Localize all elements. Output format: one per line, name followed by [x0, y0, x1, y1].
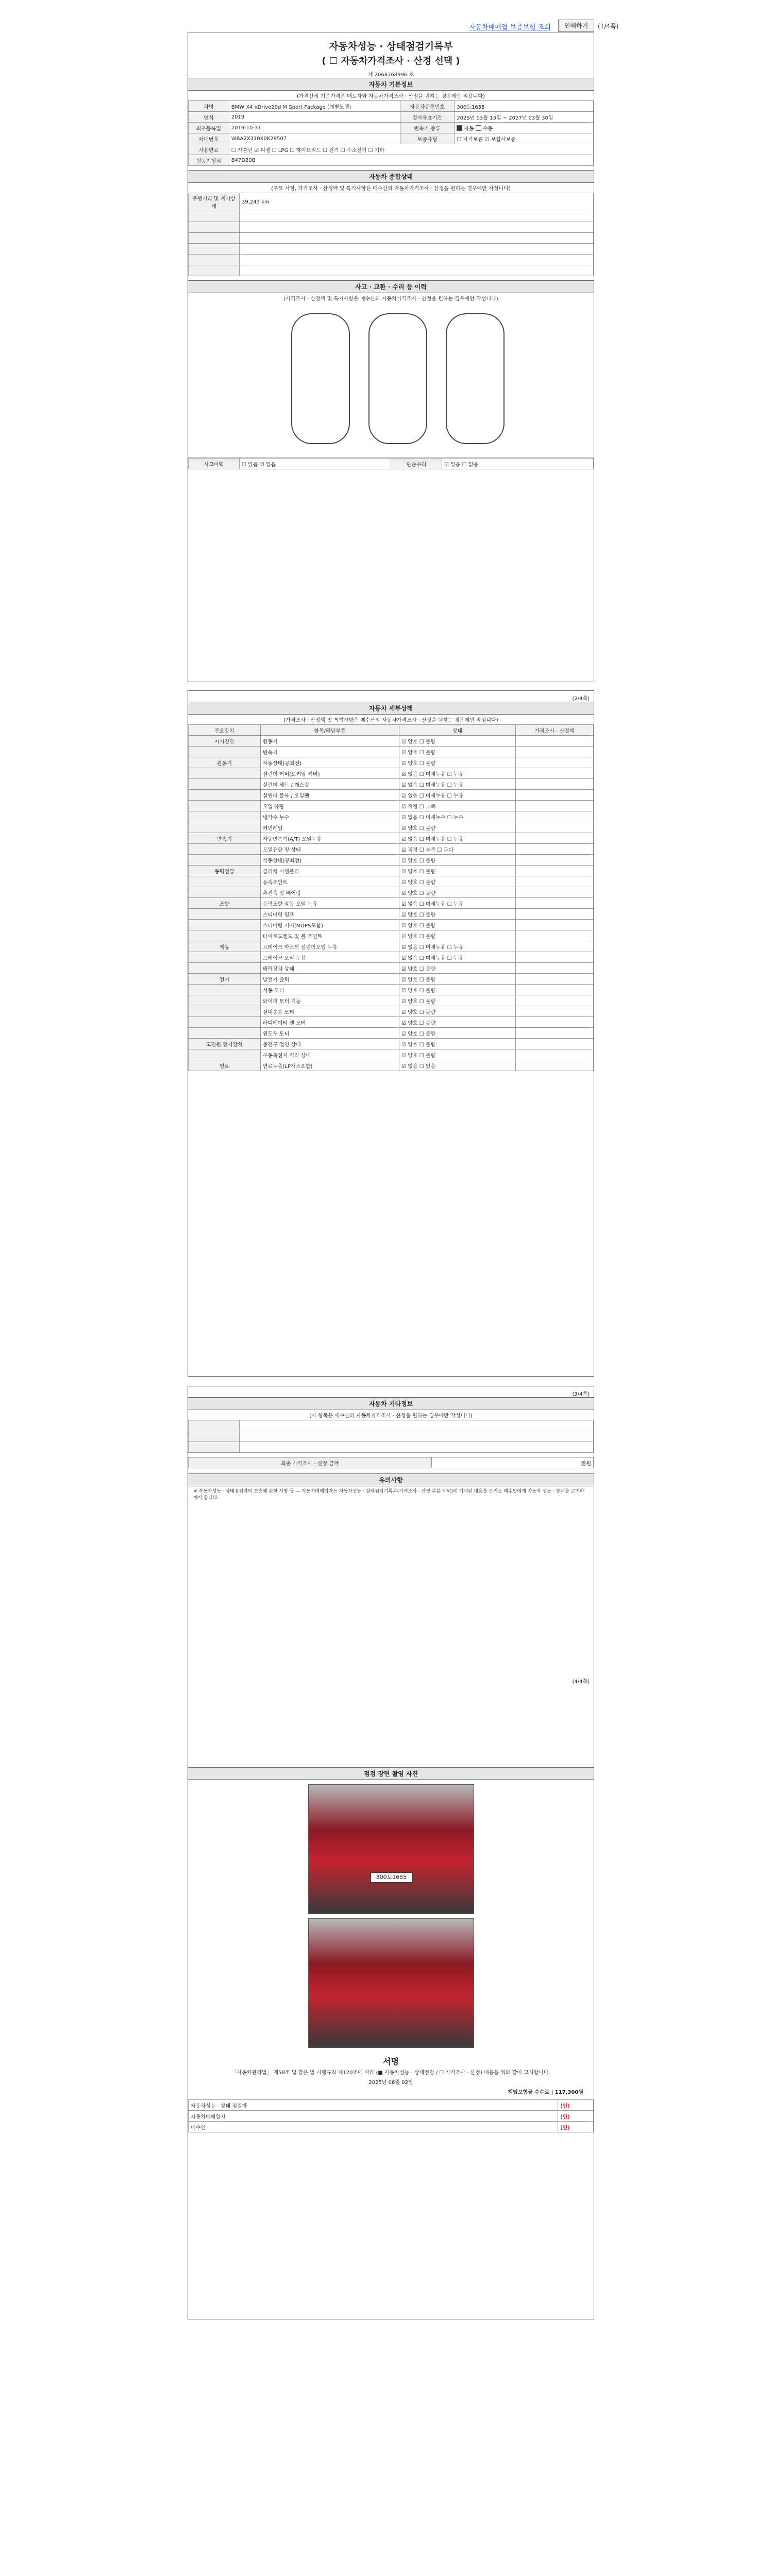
device-cell [189, 876, 261, 887]
table-row [189, 930, 594, 941]
status-cell: ☑ 양호 ☐ 불량 [399, 887, 516, 898]
item-cell: 스티어링 펌프 [260, 909, 399, 920]
device-cell [189, 811, 261, 822]
device-cell [189, 963, 261, 974]
buyer-label: 매수인 [189, 2122, 558, 2132]
vin-value: WBA2X310X0K29507 [229, 133, 400, 144]
status-row [189, 222, 240, 233]
document-number: 제 2068768996 호 [367, 72, 414, 78]
status-cell: ☑ 양호 ☐ 불량 [399, 876, 516, 887]
device-cell [189, 822, 261, 833]
status-cell: ☑ 양호 ☐ 불량 [399, 909, 516, 920]
liability-fee: 책임보험금 수수료 | 117,300원 [508, 2090, 583, 2095]
reg-value: 300도1655 [455, 101, 594, 112]
car-name-value: BMW X4 xDrive20d M Sport Package (개별모델) [229, 101, 400, 112]
status-cell: ☑ 양호 ☐ 불량 [399, 1017, 516, 1028]
status-row [189, 265, 240, 276]
item-cell: 실린더 헤드 / 개스킷 [260, 779, 399, 790]
status-cell: ☑ 없음 ☐ 미세누수 ☐ 누수 [399, 811, 516, 822]
accident-label: 사고이력 [189, 459, 240, 469]
overall-status-table [188, 193, 594, 276]
status-cell: ☑ 없음 ☐ 미세누유 ☐ 누유 [399, 779, 516, 790]
device-cell: 조향 [189, 898, 261, 909]
firstreg-label: 최초등록일 [189, 123, 229, 133]
device-cell: 연료 [189, 1060, 261, 1071]
mileage-value: 39,243 km [240, 193, 594, 211]
device-cell [189, 855, 261, 866]
table-row [189, 779, 594, 790]
price-cell [516, 887, 594, 898]
table-row [189, 822, 594, 833]
device-cell [189, 1017, 261, 1028]
item-cell: 등속조인트 [260, 876, 399, 887]
status-cell: ☑ 없음 ☐ 미세누유 ☐ 누유 [399, 898, 516, 909]
car-top-view [368, 313, 427, 444]
price-cell [516, 1028, 594, 1039]
item-cell: 동력조향 작동 오일 누유 [260, 898, 399, 909]
device-cell [189, 844, 261, 855]
page-number: (4/4쪽) [572, 1679, 590, 1685]
item-cell: 작동상태(공회전) [260, 757, 399, 768]
section-photos: 점검 장면 촬영 사진 [188, 1767, 594, 1780]
table-row [189, 866, 594, 876]
status-cell: ☑ 양호 ☐ 불량 [399, 747, 516, 757]
table-row [189, 887, 594, 898]
device-cell: 자기진단 [189, 736, 261, 747]
price-cell [516, 974, 594, 985]
price-cell [516, 1039, 594, 1049]
table-row [189, 844, 594, 855]
section-note: (가격조사 · 산정액 및 특기사항은 매수산의 자동차가격조사 · 산정을 원하는 경우에만 작성니다) [283, 718, 498, 723]
status-cell: ☑ 없음 ☐ 미세누유 ☐ 누유 [399, 952, 516, 963]
final-price-title: 최종 가격조사 · 산정 금액 [189, 1458, 432, 1468]
seller-label: 자동차매매업자 [189, 2111, 558, 2122]
price-cell [516, 909, 594, 920]
valid-value: 2025년 03월 13일 ~ 2027년 03월 30일 [455, 112, 594, 123]
item-cell: 실린더 블록 / 오일팬 [260, 790, 399, 801]
detail-status-table [188, 724, 594, 1071]
item-cell: 커먼레일 [260, 822, 399, 833]
price-cell [516, 952, 594, 963]
section-overall-status: 자동차 종합상태 [188, 170, 594, 183]
table-row [189, 920, 594, 930]
table-row [189, 768, 594, 779]
price-cell [516, 779, 594, 790]
section-basic-info: 자동차 기본정보 [188, 78, 594, 91]
item-cell: 윈도우 모터 [260, 1028, 399, 1039]
status-cell: ☑ 양호 ☐ 불량 [399, 1049, 516, 1060]
section-note: (가격조사 · 산정액 및 특기사항은 매수산의 자동차가격조사 · 산정을 원하는 경우에만 작성니다) [283, 296, 498, 302]
reg-label: 자동차등록번호 [400, 101, 454, 112]
firstreg-value: 2019-10-31 [229, 123, 400, 133]
price-cell [516, 963, 594, 974]
table-row [189, 747, 594, 757]
section-detail-status: 자동차 세부상태 [188, 702, 594, 715]
device-cell [189, 768, 261, 779]
table-row [189, 757, 594, 768]
price-cell [516, 833, 594, 844]
device-cell [189, 1028, 261, 1039]
device-cell [189, 952, 261, 963]
price-cell [516, 898, 594, 909]
price-cell [516, 757, 594, 768]
trans-label: 변속기 종류 [400, 123, 454, 133]
item-cell: 오일유량 및 상태 [260, 844, 399, 855]
price-cell [516, 866, 594, 876]
price-cell [516, 822, 594, 833]
item-cell: 자동변속기(A/T) 오일누유 [260, 833, 399, 844]
device-cell [189, 887, 261, 898]
item-cell: 충전구 절연 상태 [260, 1039, 399, 1049]
item-cell: 구동축전지 격리 상태 [260, 1049, 399, 1060]
status-cell: ☑ 양호 ☐ 불량 [399, 985, 516, 995]
item-cell: 냉각수 누수 [260, 811, 399, 822]
status-row [189, 233, 240, 244]
device-cell [189, 930, 261, 941]
signature-date: 2025년 06월 02일 [368, 2080, 413, 2086]
status-cell: ☑ 양호 ☐ 불량 [399, 736, 516, 747]
table-row [189, 974, 594, 985]
status-row [189, 255, 240, 265]
page-number: (1/4쪽) [598, 23, 619, 30]
table-row [189, 1049, 594, 1060]
device-cell [189, 801, 261, 811]
device-cell: 고전원 전기장치 [189, 1039, 261, 1049]
table-row [189, 736, 594, 747]
status-cell: ☑ 양호 ☐ 불량 [399, 1006, 516, 1017]
notice-body: ※ 자동차성능 · 상태점검자의 보증에 관한 사항 등 — 자동차매매업자는 자동차성능 · 상태점검기록부(가격조사 · 산정 부분 제외)에 기재된 내용을 근거로 매수인에게 자동차 성능 · 상태를 고지하여야 합니다. [193, 1489, 584, 1501]
item-cell: 라디에이터 팬 모터 [260, 1017, 399, 1028]
device-cell [189, 995, 261, 1006]
col-header: 상태 [399, 725, 516, 736]
status-cell: ☑ 양호 ☐ 불량 [399, 920, 516, 930]
price-cell [516, 747, 594, 757]
item-cell: 타이로드엔드 및 볼 조인트 [260, 930, 399, 941]
car-name-label: 차명 [189, 101, 229, 112]
section-notice: 유의사항 [188, 1473, 594, 1486]
item-cell: 원동기 [260, 736, 399, 747]
price-cell [516, 768, 594, 779]
status-cell: ☑ 없음 ☐ 미세누유 ☐ 누유 [399, 768, 516, 779]
item-cell: 와이퍼 모터 기능 [260, 995, 399, 1006]
final-price-unit: 만원 [431, 1458, 593, 1468]
document-title: 자동차성능 · 상태점검기록부 [329, 41, 453, 52]
section-other-info: 자동차 기타정보 [188, 1397, 594, 1410]
section-note: (가격산정 기준가격은 매도자와 자동차가격조사 · 산정을 원하는 경우에만 적용니다) [297, 94, 485, 99]
price-cell [516, 855, 594, 866]
item-cell: 브레이크 오일 누유 [260, 952, 399, 963]
table-row [189, 1028, 594, 1039]
status-cell: ☑ 없음 ☐ 미세누유 ☐ 누유 [399, 790, 516, 801]
accident-value: ☐ 있음 ☑ 없음 [240, 459, 391, 469]
trans-value: 자동 수동 [455, 123, 594, 133]
status-row [189, 211, 240, 222]
item-cell: 추진축 및 베어링 [260, 887, 399, 898]
page-number: (3/4쪽) [572, 1392, 590, 1397]
basic-info-table [188, 100, 594, 166]
repair-value: ☑ 있음 ☐ 없음 [442, 459, 594, 469]
inspection-photo-front [308, 1784, 474, 1914]
page-number: (2/4쪽) [572, 696, 590, 702]
item-cell: 오일 유량 [260, 801, 399, 811]
car-diagram [188, 303, 594, 458]
device-cell [189, 985, 261, 995]
price-cell [516, 736, 594, 747]
fuel-label: 사용연료 [189, 144, 229, 155]
repair-label: 단순수리 [391, 459, 442, 469]
car-frame-view [446, 313, 505, 444]
device-cell [189, 909, 261, 920]
price-cell [516, 801, 594, 811]
price-cell [516, 920, 594, 930]
device-cell: 전기 [189, 974, 261, 985]
device-cell [189, 779, 261, 790]
warranty-label: 보증유형 [400, 133, 454, 144]
seal-stamp: (인) [560, 2103, 570, 2109]
record-page-1 [188, 32, 594, 682]
device-cell: 제동 [189, 941, 261, 952]
status-cell: ☑ 양호 ☐ 불량 [399, 995, 516, 1006]
price-cell [516, 941, 594, 952]
status-cell: ☑ 적정 ☐ 부족 ☐ 과다 [399, 844, 516, 855]
inspection-photo-rear [308, 1918, 474, 2048]
table-row [189, 1060, 594, 1071]
price-cell [516, 930, 594, 941]
record-page-3 [188, 1386, 594, 2319]
license-plate: 300도1655 [371, 1872, 413, 1883]
table-row [189, 963, 594, 974]
item-cell: 스티어링 기어(MDPS포함) [260, 920, 399, 930]
device-cell: 변속기 [189, 833, 261, 844]
price-cell [516, 1060, 594, 1071]
device-cell [189, 1049, 261, 1060]
item-cell: 연료누출(LP가스포함) [260, 1060, 399, 1071]
table-row [189, 1039, 594, 1049]
seal-stamp: (인) [560, 2125, 570, 2131]
status-cell: ☑ 없음 ☐ 미세누유 ☐ 누유 [399, 833, 516, 844]
status-cell: ☑ 양호 ☐ 불량 [399, 974, 516, 985]
other-info-table [188, 1420, 594, 1453]
signature-title: 서명 [383, 2057, 399, 2066]
table-row [189, 898, 594, 909]
price-cell [516, 1006, 594, 1017]
status-cell: ☑ 양호 ☐ 불량 [399, 963, 516, 974]
seal-stamp: (인) [560, 2114, 570, 2120]
item-cell: 실내송풍 모터 [260, 1006, 399, 1017]
table-row [189, 811, 594, 822]
item-cell: 시동 모터 [260, 985, 399, 995]
price-cell [516, 1017, 594, 1028]
price-cell [516, 985, 594, 995]
item-cell: 브레이크 마스터 실린더오일 누유 [260, 941, 399, 952]
vin-label: 차대번호 [189, 133, 229, 144]
final-price-table [188, 1457, 594, 1468]
table-row [189, 995, 594, 1006]
status-cell: ☑ 양호 ☐ 불량 [399, 930, 516, 941]
document-subtitle: ( ☐ 자동차가격조사 · 산정 선택 ) [322, 56, 460, 66]
price-cell [516, 995, 594, 1006]
signature-table [188, 2099, 594, 2132]
device-cell: 동력전달 [189, 866, 261, 876]
col-header: 주요장치 [189, 725, 261, 736]
table-row [189, 909, 594, 920]
item-cell: 작동상태(공회전) [260, 855, 399, 866]
car-top-view [291, 313, 350, 444]
engine-label: 원동기형식 [189, 155, 229, 166]
price-cell [516, 1049, 594, 1060]
inspector-label: 자동차성능 · 상태 점검자 [189, 2100, 558, 2111]
table-row [189, 855, 594, 866]
price-cell [516, 790, 594, 801]
price-cell [516, 876, 594, 887]
col-header: 가격조사 · 산정액 [516, 725, 594, 736]
section-accident-history: 사고 · 교환 · 수리 등 이력 [188, 280, 594, 293]
item-cell: 배력장치 상태 [260, 963, 399, 974]
device-cell [189, 1006, 261, 1017]
price-cell [516, 844, 594, 855]
status-cell: ☑ 양호 ☐ 불량 [399, 866, 516, 876]
table-row [189, 985, 594, 995]
status-row [189, 244, 240, 255]
table-row [189, 941, 594, 952]
insurance-lookup-link[interactable]: 자동차매매업 보증보험 조회 [469, 24, 551, 31]
table-row [189, 833, 594, 844]
status-cell: ☑ 적정 ☐ 부족 [399, 801, 516, 811]
table-row [189, 952, 594, 963]
status-cell: ☑ 양호 ☐ 불량 [399, 757, 516, 768]
status-cell: ☑ 양호 ☐ 불량 [399, 822, 516, 833]
table-row [189, 876, 594, 887]
item-cell: 실린더 커버(로커암 커버) [260, 768, 399, 779]
engine-value: B47D20B [229, 155, 593, 166]
item-cell: 발전기 출력 [260, 974, 399, 985]
section-note: (이 항목은 매수산의 자동차가격조사 · 산정을 원하는 경우에만 작성니다) [309, 1413, 473, 1419]
device-cell [189, 790, 261, 801]
print-button[interactable]: 인쇄하기 [558, 20, 594, 32]
status-cell: ☑ 없음 ☐ 미세누유 ☐ 누유 [399, 941, 516, 952]
col-header: 항목/해당부품 [260, 725, 399, 736]
table-row [189, 1017, 594, 1028]
year-value: 2019 [229, 112, 400, 123]
fuel-value: ☐ 가솔린 ☑ 디젤 ☐ LPG ☐ 하이브리드 ☐ 전기 ☐ 수소전기 ☐ 기타 [229, 144, 593, 155]
price-cell [516, 811, 594, 822]
status-cell: ☑ 없음 ☐ 있음 [399, 1060, 516, 1071]
device-cell [189, 747, 261, 757]
section-note: (주요 사항, 가격조사 · 산정액 및 특기사항은 매수산의 자동차가격조사 · 산정을 원하는 경우에만 작성니다) [271, 186, 511, 192]
item-cell: 클러치 어셈블리 [260, 866, 399, 876]
warranty-value: ☐ 자가보증 ☑ 보험사보증 [455, 133, 594, 144]
status-cell: ☑ 양호 ☐ 불량 [399, 1039, 516, 1049]
status-cell: ☑ 양호 ☐ 불량 [399, 855, 516, 866]
signature-note: 「자동차관리법」 제58조 및 같은 법 시행규칙 제120조에 따라 (■ 자동차성능 · 상태점검 / ☐ 가격조사 · 산정) 내용을 위와 같이 고지합니다. [231, 2070, 550, 2076]
item-cell: 변속기 [260, 747, 399, 757]
status-cell: ☑ 양호 ☐ 불량 [399, 1028, 516, 1039]
valid-label: 검사유효기간 [400, 112, 454, 123]
mileage-label: 주행거리 및 계기상태 [189, 193, 240, 211]
accident-summary-table [188, 458, 594, 469]
table-row [189, 801, 594, 811]
year-label: 연식 [189, 112, 229, 123]
table-row [189, 1006, 594, 1017]
device-cell: 원동기 [189, 757, 261, 768]
table-row [189, 790, 594, 801]
device-cell [189, 920, 261, 930]
record-page-2 [188, 690, 594, 1377]
